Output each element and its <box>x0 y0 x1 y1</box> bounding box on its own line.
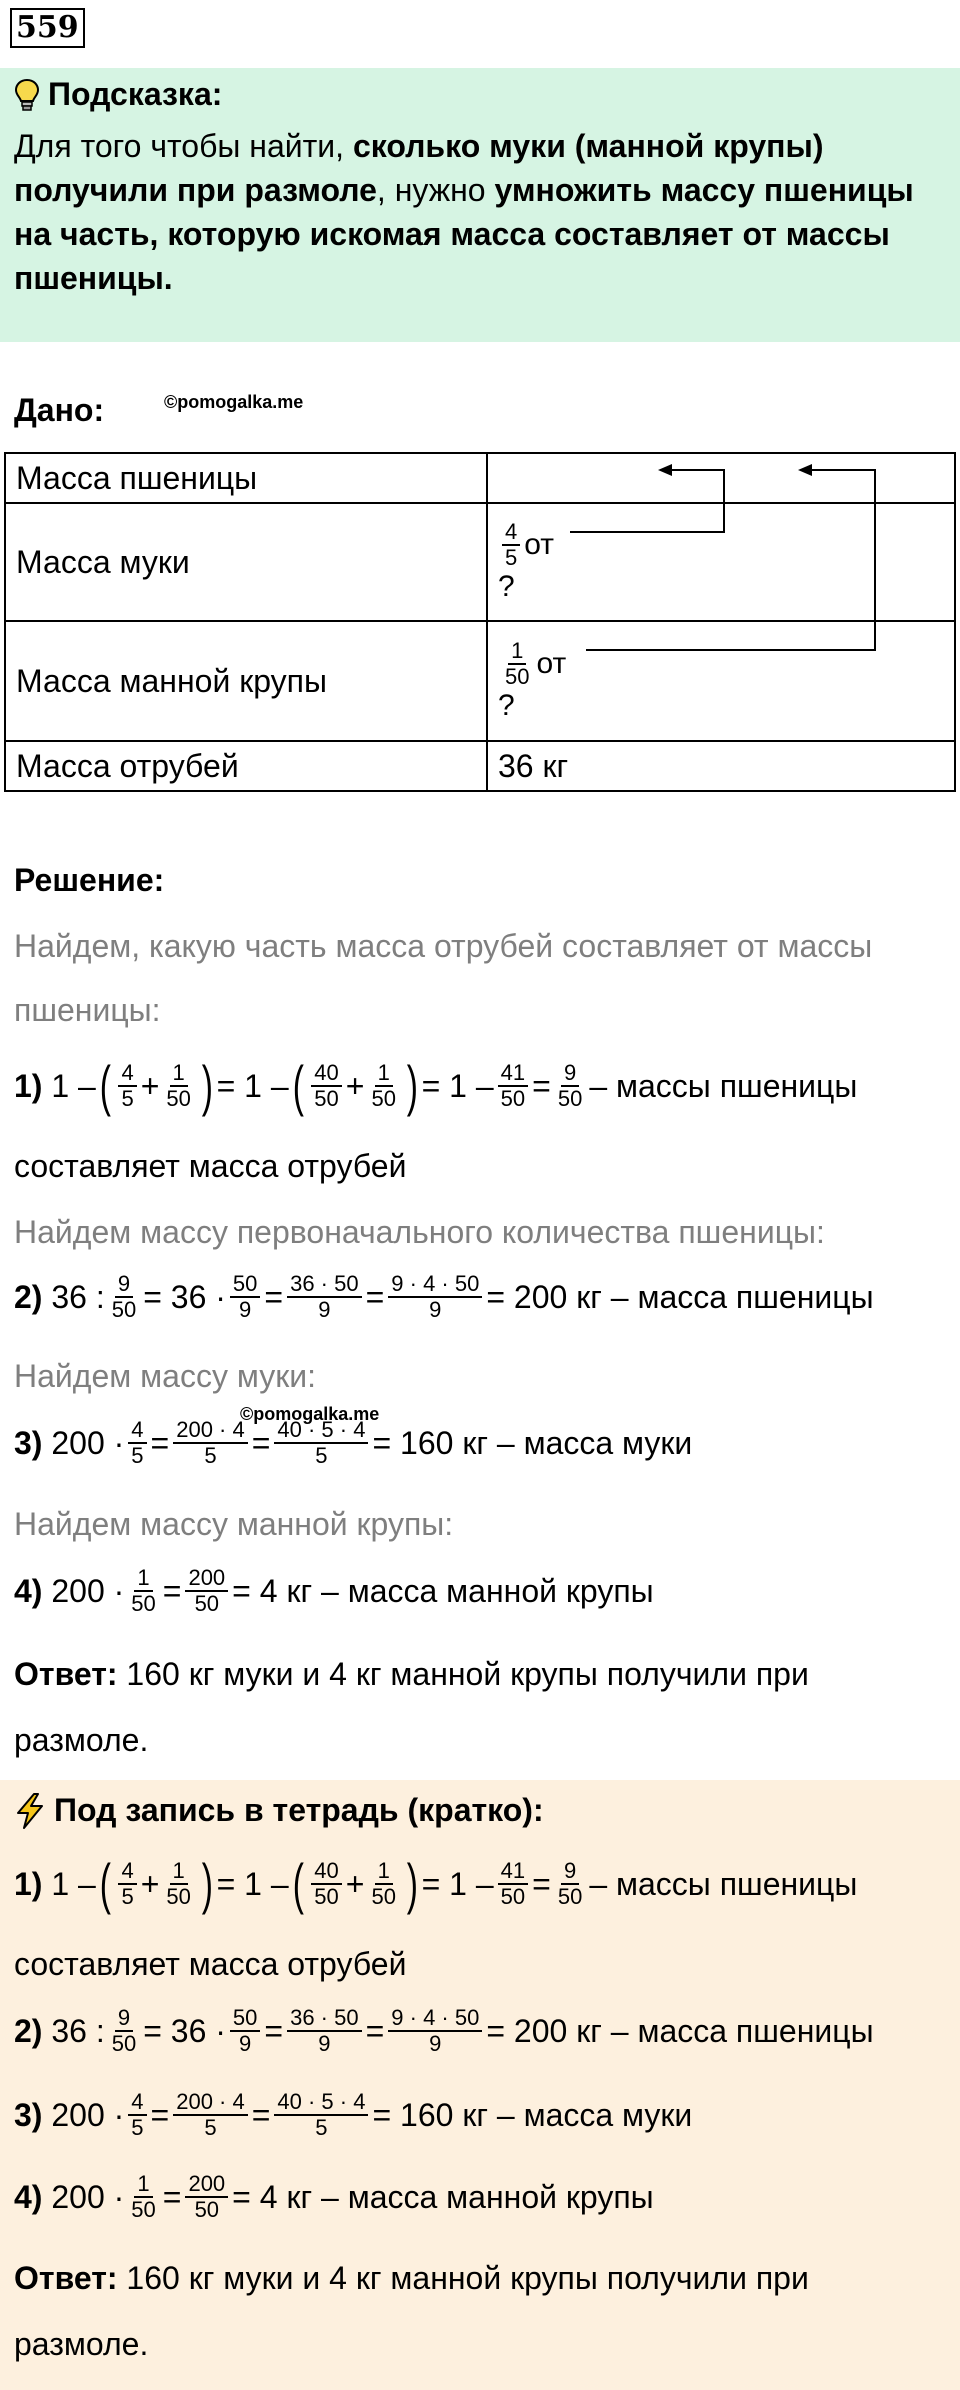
row-name: Масса пшеницы <box>5 453 487 503</box>
intro-line: пшеницы: <box>14 992 161 1028</box>
hint-text-1: Для того чтобы найти, <box>14 128 353 164</box>
watermark: ©pomogalka.me <box>164 392 304 412</box>
hint-title-text: Подсказка: <box>48 76 223 112</box>
step-1-cont: составляет масса отрубей <box>14 1148 407 1184</box>
arrows-diagram <box>0 440 960 660</box>
row-name: Масса манной крупы <box>5 621 487 741</box>
row-name: Масса отрубей <box>5 741 487 791</box>
fraction: $\frac{1}{50}$ <box>505 638 530 689</box>
row-value: $\frac{1}{50}$ от ? <box>487 621 955 741</box>
note-step-1-cont: составляет масса отрубей <box>14 1946 407 1982</box>
hint-title <box>14 76 222 113</box>
note-step-4: 4) 200 · $\frac{1}{50}$ = $\frac{200}{50}$ = 4 кг – масса манной крупы <box>14 2171 654 2222</box>
hint-text <box>14 124 934 300</box>
arrow-line <box>586 470 875 650</box>
note-step-1: 1) 1 – ( $\frac{4}{5}$ + $\frac{1}{50}$ ) = 1 – ( $\frac{40}{50}$ + $\frac{1}{50}$ ) = 1 – $\frac{41}{50}$ = $\frac{9}{50}$ – массы пшеницы <box>14 1852 858 1915</box>
arrow-head <box>798 464 812 476</box>
row-value: $\frac{4}{5}$ от ? <box>487 503 955 621</box>
table-row <box>5 741 955 791</box>
task-number: 559 <box>10 8 85 48</box>
step-3: 3) 200 · $\frac{4}{5}$ = $\frac{200 \cdot 4}{5}$ = $\frac{40 \cdot 5 \cdot 4}{5}$ = 160 кг – масса муки <box>14 1417 693 1468</box>
fraction: $\frac{4}{5}$ <box>502 520 520 570</box>
hint-text-4: умножить массу пшеницы на часть, которую искомая масса составляет от массы пшеницы. <box>14 172 914 296</box>
intro-line: Найдем массу муки: <box>14 1358 316 1394</box>
notebook-title: Под запись в тетрадь (кратко): <box>14 1792 544 1829</box>
row-value: 36 кг <box>487 741 955 791</box>
note-answer: Ответ: 160 кг муки и 4 кг манной крупы получили при <box>14 2260 809 2296</box>
step-2: 2) 36 : $\frac{9}{50}$ = 36 · $\frac{50}{9}$ = $\frac{36 \cdot 50}{9}$ = $\frac{9 \cdot 4 \cdot 50}{9}$ = 200 кг – масса пшеницы <box>14 1271 874 1322</box>
step-1: 1) 1 – ( $\frac{4}{5}$ + $\frac{1}{50}$ ) = 1 – ( $\frac{40}{50}$ + $\frac{1}{50}$ ) = 1 – $\frac{41}{50}$ = $\frac{9}{50}$ – массы пшеницы <box>14 1054 858 1117</box>
note-step-3: 3) 200 · $\frac{4}{5}$ = $\frac{200 \cdot 4}{5}$ = $\frac{40 \cdot 5 \cdot 4}{5}$ = 160 кг – масса муки <box>14 2089 693 2140</box>
intro-line: Найдем массу манной крупы: <box>14 1506 454 1542</box>
intro-line: Найдем, какую часть масса отрубей составляет от массы <box>14 928 873 964</box>
note-step-2: 2) 36 : $\frac{9}{50}$ = 36 · $\frac{50}{9}$ = $\frac{36 \cdot 50}{9}$ = $\frac{9 \cdot 4 \cdot 50}{9}$ = 200 кг – масса пшеницы <box>14 2005 874 2056</box>
hint-text-2: сколько муки (манной крупы) получили при размоле <box>14 128 824 208</box>
hint-text-3: , нужно <box>376 172 495 208</box>
intro-line: Найдем массу первоначального количества пшеницы: <box>14 1214 825 1250</box>
note-answer-cont: размоле. <box>14 2326 149 2362</box>
given-label: Дано: <box>14 392 105 428</box>
arrow-line <box>570 470 724 532</box>
arrow-head <box>658 464 672 476</box>
step-4: 4) 200 · $\frac{1}{50}$ = $\frac{200}{50}$ = 4 кг – масса манной крупы <box>14 1565 654 1616</box>
lightbulb-icon <box>14 78 40 112</box>
row-name: Масса муки <box>5 503 487 621</box>
lightning-icon <box>14 1793 46 1829</box>
watermark: ©pomogalka.me <box>240 1404 380 1424</box>
answer: Ответ: 160 кг муки и 4 кг манной крупы получили при <box>14 1656 809 1692</box>
solution-title: Решение: <box>14 862 165 898</box>
answer-cont: размоле. <box>14 1722 149 1758</box>
